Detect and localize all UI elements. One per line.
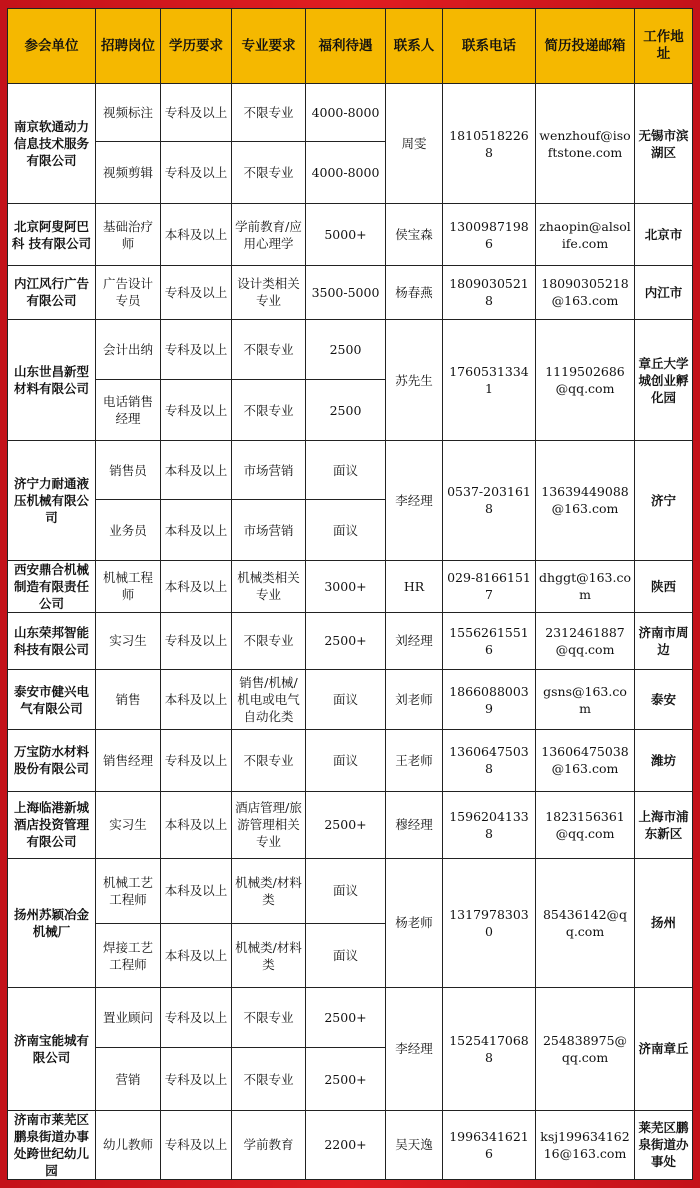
salary: 2500 (306, 319, 386, 379)
table-row (8, 988, 693, 1048)
contact-phone: 15962041338 (443, 791, 536, 858)
major-requirement: 机械类/材料类 (232, 858, 306, 923)
contact-phone: 029-81661517 (443, 560, 536, 612)
position-title: 电话销售经理 (96, 380, 161, 441)
contact-phone: 13606475038 (443, 730, 536, 791)
education-requirement: 本科及以上 (161, 923, 232, 987)
position-title: 视频剪辑 (96, 142, 161, 204)
education-requirement: 本科及以上 (161, 500, 232, 560)
major-requirement: 不限专业 (232, 988, 306, 1048)
header-row (8, 9, 693, 84)
contact-person: 王老师 (386, 730, 443, 791)
table-row (8, 858, 693, 923)
education-requirement: 专科及以上 (161, 1110, 232, 1179)
position-title: 广告设计专员 (96, 265, 161, 319)
major-requirement: 不限专业 (232, 380, 306, 441)
header-company: 参会单位 (8, 9, 96, 84)
position-title: 销售 (96, 670, 161, 730)
contact-phone: 15562615516 (443, 612, 536, 669)
header-phone: 联系电话 (443, 9, 536, 84)
salary: 面议 (306, 923, 386, 987)
contact-phone: 19963416216 (443, 1110, 536, 1179)
education-requirement: 专科及以上 (161, 265, 232, 319)
education-requirement: 本科及以上 (161, 670, 232, 730)
education-requirement: 专科及以上 (161, 142, 232, 204)
table-row (8, 791, 693, 858)
major-requirement: 酒店管理/旅游管理相关专业 (232, 791, 306, 858)
salary: 4000-8000 (306, 142, 386, 204)
education-requirement: 专科及以上 (161, 319, 232, 379)
salary: 3500-5000 (306, 265, 386, 319)
work-address: 泰安 (635, 670, 693, 730)
header-position: 招聘岗位 (96, 9, 161, 84)
work-address: 济南章丘 (635, 988, 693, 1110)
company-name: 北京阿叟阿巴科 技有限公司 (8, 204, 96, 265)
resume-email: 1823156361@qq.com (536, 791, 635, 858)
header-major: 专业要求 (232, 9, 306, 84)
position-title: 焊接工艺工程师 (96, 923, 161, 987)
salary: 3000+ (306, 560, 386, 612)
education-requirement: 本科及以上 (161, 204, 232, 265)
resume-email: ksj19963416216@163.com (536, 1110, 635, 1179)
salary: 5000+ (306, 204, 386, 265)
position-title: 视频标注 (96, 84, 161, 142)
position-title: 会计出纳 (96, 319, 161, 379)
major-requirement: 不限专业 (232, 142, 306, 204)
position-title: 营销 (96, 1048, 161, 1110)
table-row (8, 1110, 693, 1179)
company-name: 万宝防水材料股份有限公司 (8, 730, 96, 791)
resume-email: 13639449088@163.com (536, 441, 635, 560)
major-requirement: 销售/机械/机电或电气自动化类 (232, 670, 306, 730)
contact-person: 李经理 (386, 441, 443, 560)
contact-person: 吴天逸 (386, 1110, 443, 1179)
major-requirement: 不限专业 (232, 612, 306, 669)
position-title: 机械工程师 (96, 560, 161, 612)
major-requirement: 不限专业 (232, 730, 306, 791)
education-requirement: 专科及以上 (161, 612, 232, 669)
major-requirement: 机械类/材料类 (232, 923, 306, 987)
salary: 2200+ (306, 1110, 386, 1179)
major-requirement: 市场营销 (232, 441, 306, 500)
company-name: 泰安市健兴电气有限公司 (8, 670, 96, 730)
salary: 2500 (306, 380, 386, 441)
work-address: 内江市 (635, 265, 693, 319)
education-requirement: 专科及以上 (161, 988, 232, 1048)
company-name: 济南市莱芜区鹏泉街道办事处跨世纪幼儿园 (8, 1110, 96, 1179)
contact-phone: 17605313341 (443, 319, 536, 440)
work-address: 济宁 (635, 441, 693, 560)
contact-phone: 15254170688 (443, 988, 536, 1110)
resume-email: 18090305218@163.com (536, 265, 635, 319)
company-name: 南京软通动力信息技术服务有限公司 (8, 84, 96, 204)
header-address: 工作地址 (635, 9, 693, 84)
education-requirement: 专科及以上 (161, 730, 232, 791)
education-requirement: 本科及以上 (161, 441, 232, 500)
table-row (8, 265, 693, 319)
contact-person: 周雯 (386, 84, 443, 204)
resume-email: 2312461887@qq.com (536, 612, 635, 669)
contact-phone: 18105182268 (443, 84, 536, 204)
recruitment-table (7, 8, 693, 1180)
work-address: 扬州 (635, 858, 693, 987)
work-address: 潍坊 (635, 730, 693, 791)
work-address: 北京市 (635, 204, 693, 265)
resume-email: gsns@163.com (536, 670, 635, 730)
resume-email: 13606475038@163.com (536, 730, 635, 791)
contact-person: 杨老师 (386, 858, 443, 987)
contact-phone: 0537-2031618 (443, 441, 536, 560)
major-requirement: 学前教育/应用心理学 (232, 204, 306, 265)
contact-person: 穆经理 (386, 791, 443, 858)
salary: 面议 (306, 500, 386, 560)
position-title: 销售员 (96, 441, 161, 500)
table-row (8, 730, 693, 791)
resume-email: wenzhouf@isoftstone.com (536, 84, 635, 204)
contact-phone: 13009871986 (443, 204, 536, 265)
table-row (8, 612, 693, 669)
work-address: 莱芜区鹏泉街道办事处 (635, 1110, 693, 1179)
work-address: 无锡市滨湖区 (635, 84, 693, 204)
position-title: 幼儿教师 (96, 1110, 161, 1179)
major-requirement: 不限专业 (232, 319, 306, 379)
position-title: 置业顾问 (96, 988, 161, 1048)
position-title: 基础治疗师 (96, 204, 161, 265)
header-salary: 福利待遇 (306, 9, 386, 84)
header-education: 学历要求 (161, 9, 232, 84)
contact-person: 杨春燕 (386, 265, 443, 319)
contact-phone: 18660880039 (443, 670, 536, 730)
resume-email: 1119502686@qq.com (536, 319, 635, 440)
salary: 面议 (306, 858, 386, 923)
work-address: 章丘大学城创业孵化园 (635, 319, 693, 440)
education-requirement: 本科及以上 (161, 560, 232, 612)
company-name: 济南宝能城有限公司 (8, 988, 96, 1110)
salary: 2500+ (306, 612, 386, 669)
contact-person: HR (386, 560, 443, 612)
salary: 面议 (306, 670, 386, 730)
contact-person: 李经理 (386, 988, 443, 1110)
resume-email: 85436142@qq.com (536, 858, 635, 987)
position-title: 实习生 (96, 791, 161, 858)
education-requirement: 专科及以上 (161, 380, 232, 441)
company-name: 山东世昌新型材料有限公司 (8, 319, 96, 440)
major-requirement: 机械类相关专业 (232, 560, 306, 612)
company-name: 山东荣邦智能科技有限公司 (8, 612, 96, 669)
table-body (8, 84, 693, 1180)
major-requirement: 学前教育 (232, 1110, 306, 1179)
salary: 4000-8000 (306, 84, 386, 142)
education-requirement: 本科及以上 (161, 791, 232, 858)
work-address: 济南市周边 (635, 612, 693, 669)
contact-person: 苏先生 (386, 319, 443, 440)
work-address: 上海市浦东新区 (635, 791, 693, 858)
resume-email: 254838975@qq.com (536, 988, 635, 1110)
salary: 2500+ (306, 988, 386, 1048)
contact-phone: 13179783030 (443, 858, 536, 987)
position-title: 业务员 (96, 500, 161, 560)
contact-person: 刘老师 (386, 670, 443, 730)
salary: 面议 (306, 730, 386, 791)
company-name: 上海临港新城酒店投资管理有限公司 (8, 791, 96, 858)
table-row (8, 441, 693, 500)
header-contact: 联系人 (386, 9, 443, 84)
position-title: 机械工艺工程师 (96, 858, 161, 923)
major-requirement: 市场营销 (232, 500, 306, 560)
salary: 2500+ (306, 1048, 386, 1110)
contact-person: 侯宝森 (386, 204, 443, 265)
company-name: 内江风行广告有限公司 (8, 265, 96, 319)
education-requirement: 本科及以上 (161, 858, 232, 923)
company-name: 西安鼎合机械制造有限责任公司 (8, 560, 96, 612)
table-row (8, 84, 693, 142)
company-name: 扬州苏颖冶金机械厂 (8, 858, 96, 987)
position-title: 实习生 (96, 612, 161, 669)
recruitment-table-frame (7, 8, 692, 1180)
table-row (8, 560, 693, 612)
header-email: 简历投递邮箱 (536, 9, 635, 84)
major-requirement: 不限专业 (232, 84, 306, 142)
table-row (8, 319, 693, 379)
contact-person: 刘经理 (386, 612, 443, 669)
company-name: 济宁力耐通液压机械有限公司 (8, 441, 96, 560)
education-requirement: 专科及以上 (161, 1048, 232, 1110)
major-requirement: 不限专业 (232, 1048, 306, 1110)
work-address: 陕西 (635, 560, 693, 612)
salary: 2500+ (306, 791, 386, 858)
salary: 面议 (306, 441, 386, 500)
table-row (8, 670, 693, 730)
table-row (8, 204, 693, 265)
resume-email: zhaopin@alsolife.com (536, 204, 635, 265)
major-requirement: 设计类相关专业 (232, 265, 306, 319)
resume-email: dhggt@163.com (536, 560, 635, 612)
education-requirement: 专科及以上 (161, 84, 232, 142)
contact-phone: 18090305218 (443, 265, 536, 319)
position-title: 销售经理 (96, 730, 161, 791)
